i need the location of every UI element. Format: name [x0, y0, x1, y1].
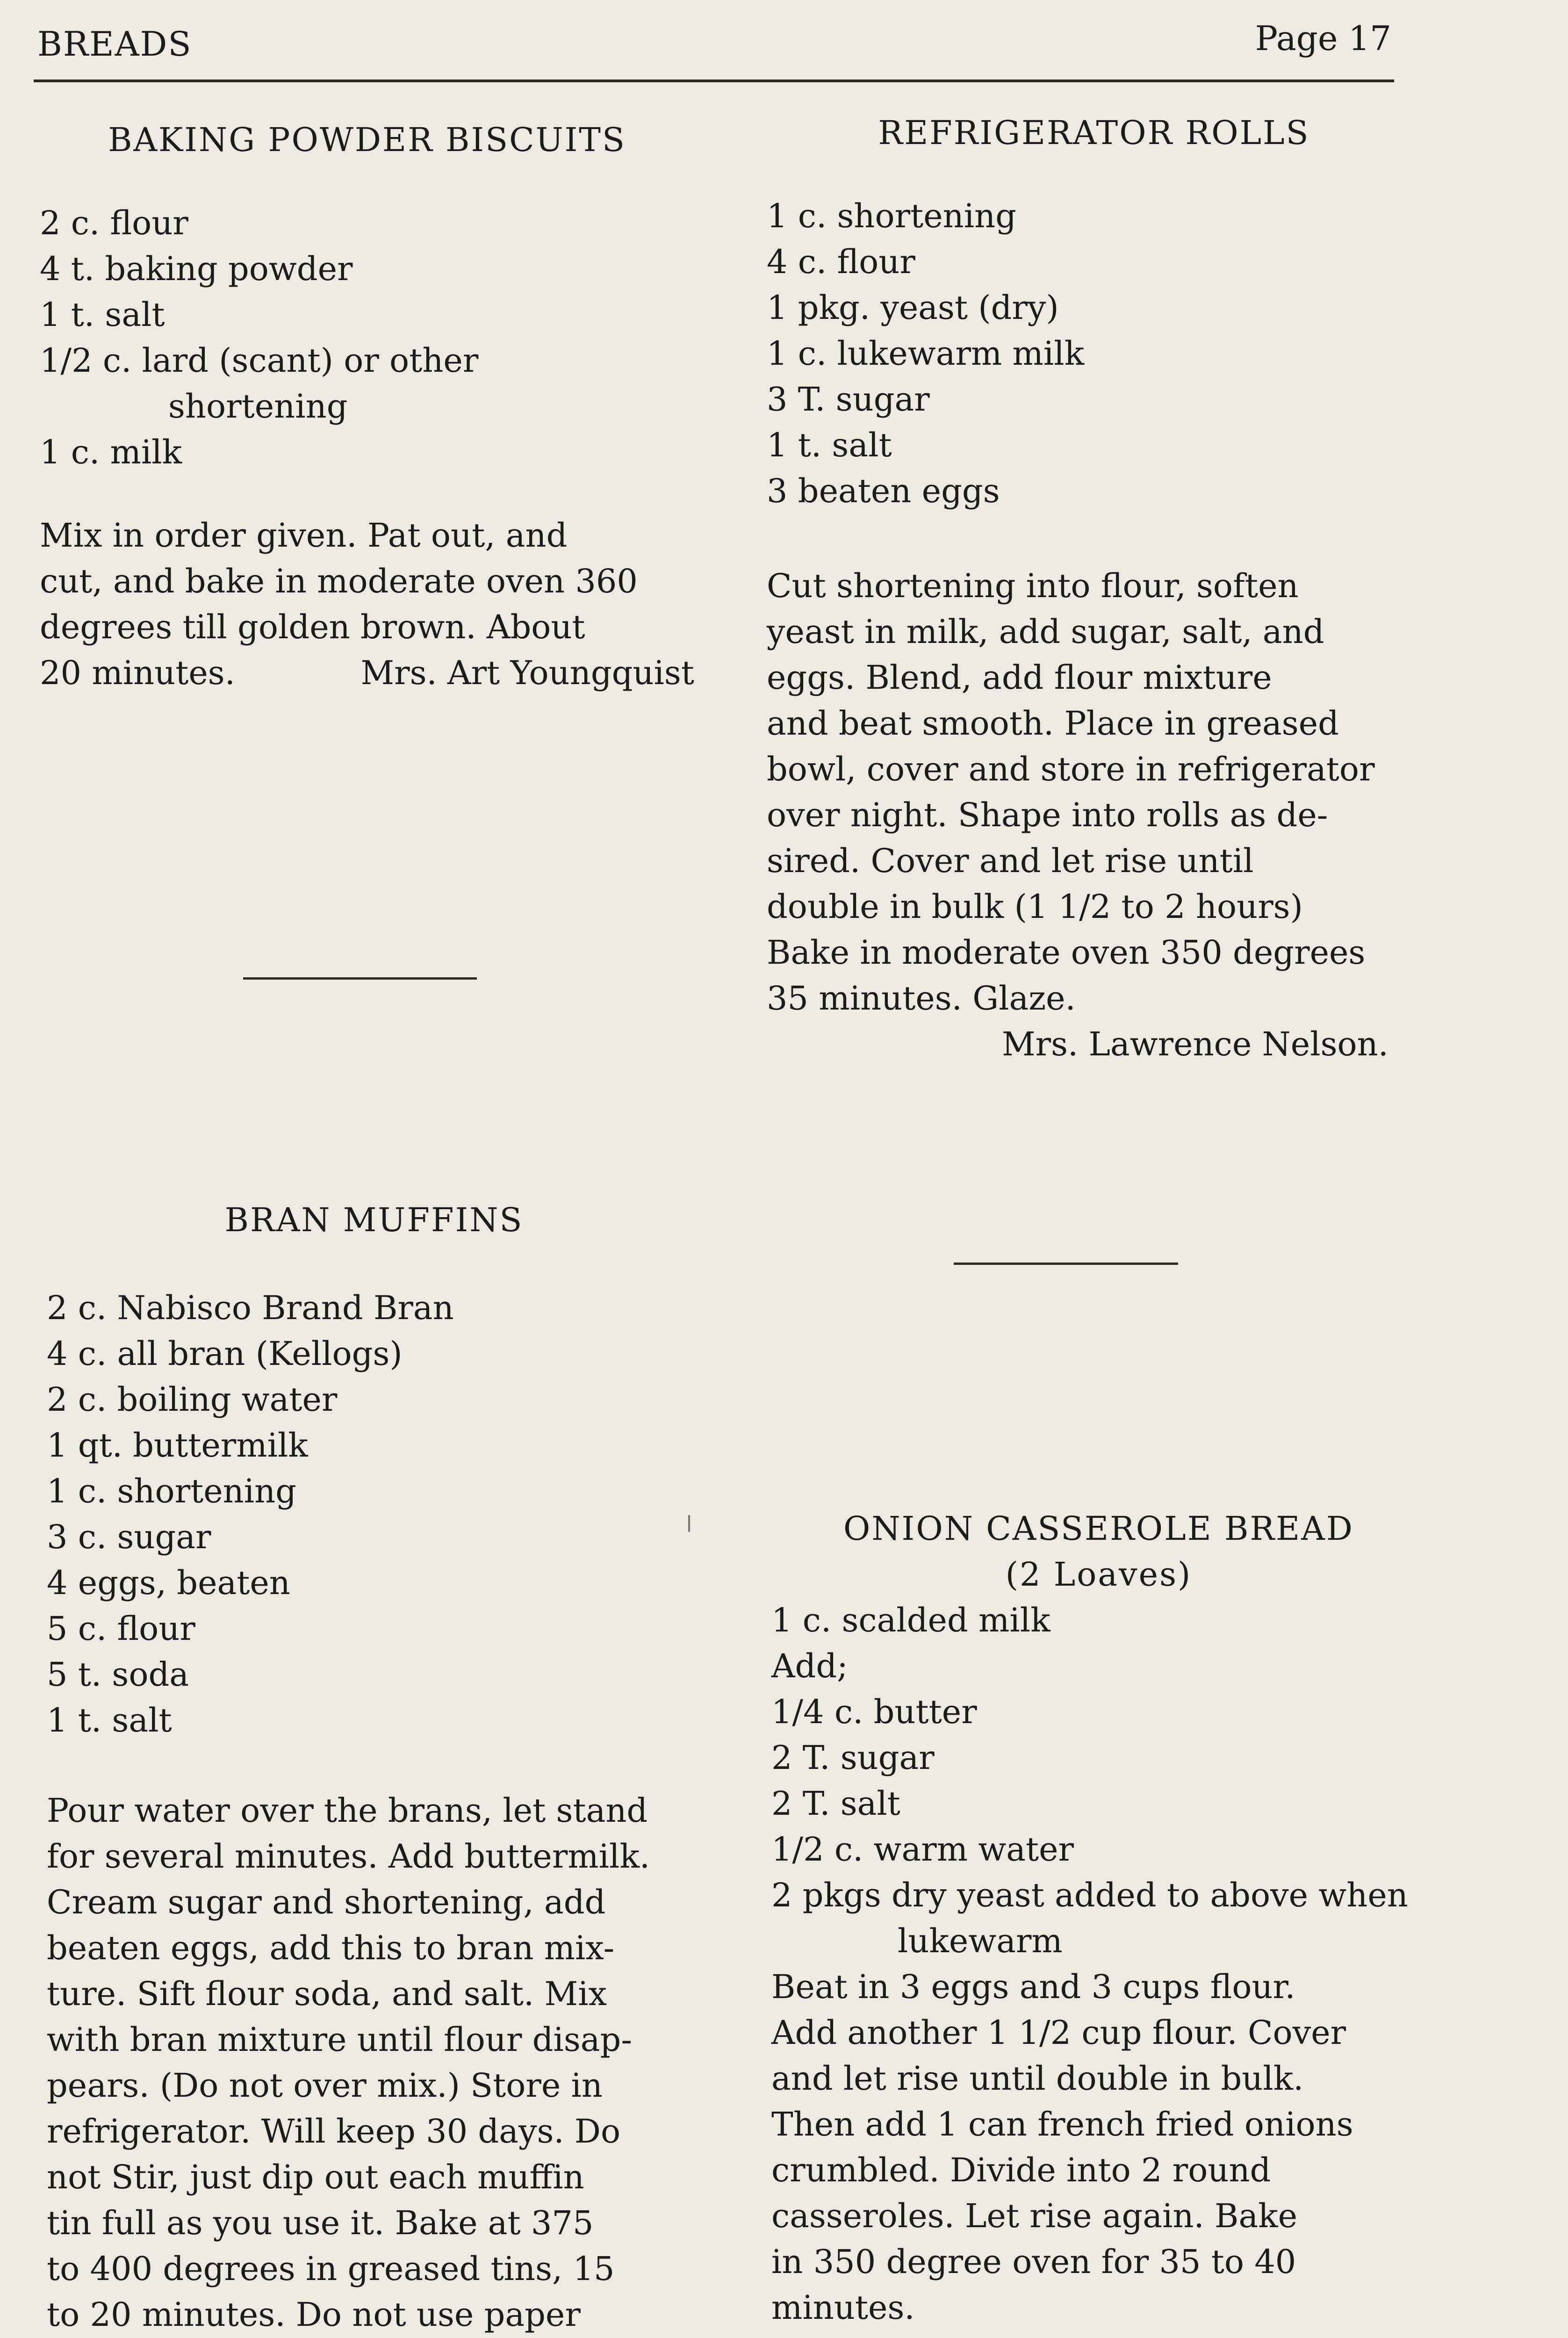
direction-line: not Stir, just dip out each muffin	[47, 2158, 584, 2196]
direction-line: with bran mixture until flour disap-	[47, 2020, 632, 2059]
header-rule	[34, 79, 1394, 82]
ingredient: 4 eggs, beaten	[47, 1564, 290, 1602]
ingredient: 1 c. shortening	[47, 1472, 297, 1510]
directions	[40, 512, 694, 696]
ingredient: 1 pkg. yeast (dry)	[767, 289, 1059, 327]
recipe-subtitle: (2 Loaves)	[1005, 1555, 1192, 1594]
ingredient: 5 c. flour	[47, 1609, 195, 1648]
direction-line: double in bulk (1 1/2 to 2 hours)	[767, 888, 1303, 926]
direction-line: Mix in order given. Pat out, and	[40, 516, 568, 555]
direction-line: eggs. Blend, add flour mixture	[767, 658, 1272, 697]
direction-line: Pour water over the brans, let stand	[47, 1791, 648, 1830]
recipe-author: Mrs. Lawrence Nelson.	[1001, 1025, 1388, 1063]
section-header: BREADS	[37, 24, 192, 64]
ingredient: 1 c. scalded milk	[771, 1601, 1050, 1639]
ingredient: 1/2 c. warm water	[771, 1830, 1074, 1869]
ingredient: 1 c. shortening	[767, 197, 1017, 235]
ingredient: Add;	[771, 1647, 848, 1685]
direction-line: refrigerator. Will keep 30 days. Do	[47, 2112, 621, 2150]
ingredient-list	[771, 1597, 1426, 1964]
ingredient: 3 beaten eggs	[767, 472, 1000, 510]
ingredient: 1 t. salt	[40, 296, 165, 334]
recipe-onion-casserole-bread	[771, 1506, 1426, 2338]
direction-line: and let rise until double in bulk.	[771, 2059, 1304, 2098]
direction-line: sired. Cover and let rise until	[767, 842, 1254, 880]
direction-line: crumbled. Divide into 2 round	[771, 2151, 1271, 2189]
ingredient: 4 c. all bran (Kellogs)	[47, 1335, 403, 1373]
ingredient: 1 t. salt	[47, 1701, 172, 1739]
ingredient: 2 T. sugar	[771, 1739, 935, 1777]
direction-line: to 400 degrees in greased tins, 15	[47, 2250, 615, 2288]
recipe-bran-muffins	[47, 1197, 701, 2338]
direction-line: tin full as you use it. Bake at 375	[47, 2204, 594, 2242]
direction-line: Then add 1 can french fried onions	[771, 2105, 1353, 2143]
page-number: Page 17	[1255, 19, 1391, 58]
ingredient: shortening	[168, 387, 348, 426]
direction-line: ture. Sift flour soda, and salt. Mix	[47, 1975, 607, 2013]
ingredient-list	[767, 193, 1421, 514]
ingredient: 2 T. salt	[771, 1784, 900, 1823]
ingredient: 1/4 c. butter	[771, 1693, 977, 1731]
direction-line: Bake in moderate oven 350 degrees	[767, 933, 1366, 972]
ingredient: 2 c. Nabisco Brand Bran	[47, 1289, 454, 1327]
print-mark	[688, 1515, 690, 1532]
direction-line: cut, and bake in moderate oven 360	[40, 562, 638, 600]
direction-line: bowl, cover and store in refrigerator	[767, 750, 1375, 788]
ingredient: 4 c. flour	[767, 243, 915, 281]
directions	[47, 1788, 701, 2338]
recipe-title: ONION CASSEROLE BREAD	[843, 1509, 1354, 1548]
ingredient: 1/2 c. lard (scant) or other	[40, 341, 479, 380]
recipe-baking-powder-biscuits	[40, 117, 694, 696]
direction-line: and beat smooth. Place in greased	[767, 704, 1339, 743]
ingredient: 1 t. salt	[767, 426, 892, 464]
direction-line: pears. (Do not over mix.) Store in	[47, 2066, 603, 2105]
direction-line: over night. Shape into rolls as de-	[767, 796, 1328, 834]
direction-line: beaten eggs, add this to bran mix-	[47, 1929, 615, 1967]
recipe-refrigerator-rolls	[767, 110, 1421, 1067]
direction-line: for several minutes. Add buttermilk.	[47, 1837, 650, 1876]
ingredient: 3 T. sugar	[767, 380, 930, 419]
direction-line: degrees till golden brown. About	[40, 608, 585, 646]
direction-line: to 20 minutes. Do not use paper	[47, 2295, 581, 2334]
ingredient: 2 c. flour	[40, 204, 188, 242]
recipe-title: BAKING POWDER BISCUITS	[108, 121, 626, 159]
ingredient-list	[40, 200, 694, 475]
direction-line: Beat in 3 eggs and 3 cups flour.	[771, 1968, 1295, 2006]
recipe-author: Mrs. Art Youngquist	[360, 654, 694, 692]
ingredient: 2 c. boiling water	[47, 1380, 338, 1419]
recipe-title: BRAN MUFFINS	[224, 1201, 524, 1239]
ingredient: 1 qt. buttermilk	[47, 1426, 308, 1465]
direction-line: Cut shortening into flour, soften	[767, 567, 1299, 605]
direction-line: minutes.	[771, 2288, 915, 2327]
section-divider	[243, 977, 477, 980]
ingredient: 1 c. lukewarm milk	[767, 334, 1085, 373]
section-divider	[954, 1263, 1178, 1265]
direction-line: Cream sugar and shortening, add	[47, 1883, 606, 1921]
ingredient: 5 t. soda	[47, 1655, 189, 1694]
direction-line: 20 minutes.	[40, 654, 235, 692]
ingredient: 2 pkgs dry yeast added to above when	[771, 1876, 1408, 1914]
recipe-title: REFRIGERATOR ROLLS	[878, 114, 1310, 152]
direction-line: Add another 1 1/2 cup flour. Cover	[771, 2013, 1346, 2052]
direction-line: casseroles. Let rise again. Bake	[771, 2197, 1298, 2235]
directions	[767, 563, 1421, 1021]
direction-line: yeast in milk, add sugar, salt, and	[767, 613, 1324, 651]
ingredient-list	[47, 1285, 701, 1743]
ingredient: 4 t. baking powder	[40, 250, 353, 288]
direction-line: in 350 degree oven for 35 to 40	[771, 2243, 1296, 2281]
ingredient: lukewarm	[898, 1922, 1063, 1960]
directions	[771, 1964, 1426, 2331]
direction-line: 35 minutes. Glaze.	[767, 979, 1076, 1017]
ingredient: 1 c. milk	[40, 433, 182, 471]
ingredient: 3 c. sugar	[47, 1518, 211, 1556]
